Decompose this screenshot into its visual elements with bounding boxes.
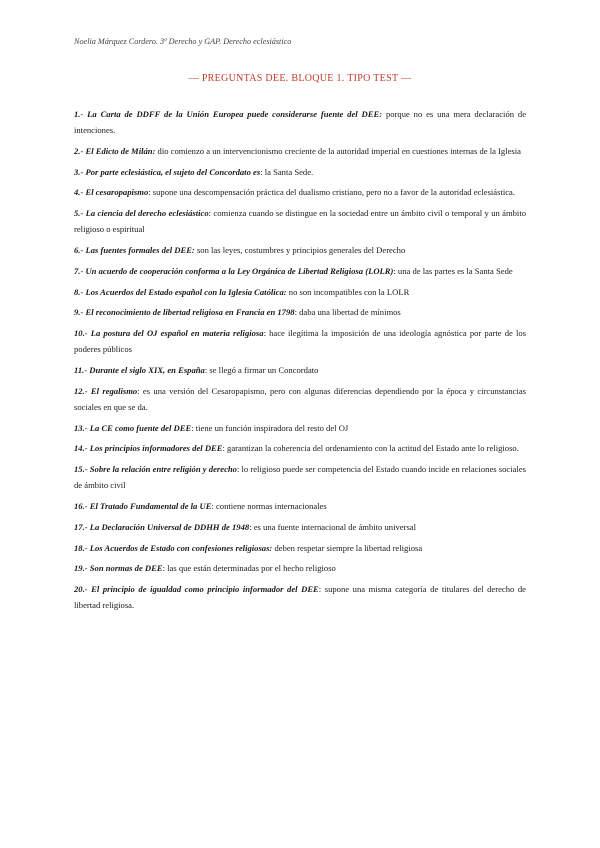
question-answer: : daba una libertad de mínimos: [294, 307, 401, 318]
question-item: [74, 560, 526, 576]
question-answer: : lo religioso puede ser competencia del Estado cuando incide en relaciones sociales de ámbito civil: [74, 464, 526, 491]
question-answer: : tiene un función inspiradora del resto del OJ: [191, 422, 349, 433]
question-item: [74, 284, 526, 300]
question-item: [74, 498, 526, 514]
question-answer: : las que están determinadas por el hecho religioso: [162, 563, 336, 574]
question-item: [74, 540, 526, 556]
question-answer: : supone una descompensación práctica del dualismo cristiano, pero no a favor de la autoridad eclesiástica.: [148, 187, 516, 198]
question-answer: dio comienzo a un intervencionismo creciente de la autoridad imperial en cuestiones internas de la Iglesia: [155, 145, 521, 156]
question-lead: 16.- El Tratado Fundamental de la UE: [74, 500, 212, 511]
question-lead: 20.- El principio de igualdad como principio informador del DEE: [74, 584, 319, 595]
question-answer: : comienza cuando se distingue en la sociedad entre un ámbito civil o temporal y un ámbito religioso o espiritual: [74, 208, 527, 235]
question-list: [74, 106, 526, 618]
question-lead: 5.- La ciencia del derecho eclesiástico: [74, 208, 209, 219]
question-item: [74, 184, 526, 200]
question-item: [74, 383, 526, 415]
question-item: [74, 263, 526, 279]
question-answer: deben respetar siempre la libertad religiosa: [272, 542, 423, 553]
question-lead: 8.- Los Acuerdos del Estado español con la Iglesia Católica:: [74, 286, 287, 297]
question-answer: : supone una misma categoría de titulares del derecho de libertad religiosa.: [74, 584, 526, 611]
question-answer: : hace ilegítima la imposición de una ideología agnóstica por parte de los poderes públicos: [74, 328, 527, 355]
question-item: [74, 242, 526, 258]
question-answer: son las leyes, costumbres y principios generales del Derecho: [194, 244, 406, 255]
question-item: [74, 461, 526, 493]
question-answer: : una de las partes es la Santa Sede: [393, 265, 513, 276]
question-lead: 14.- Los principios informadores del DEE: [74, 443, 223, 454]
question-lead: 13.- La CE como fuente del DEE: [74, 422, 192, 433]
question-lead: 9.- El reconocimiento de libertad religiosa en Francia en 1798: [74, 307, 295, 318]
question-item: [74, 362, 526, 378]
question-item: [74, 205, 526, 237]
question-lead: 18.- Los Acuerdos de Estado con confesiones religiosas:: [74, 542, 273, 553]
question-lead: 17.- La Declaración Universal de DDHH de 1948: [74, 521, 250, 532]
question-lead: 1.- La Carta de DDFF de la Unión Europea puede considerarse fuente del DEE:: [74, 109, 383, 119]
question-lead: 15.- Sobre la relación entre religión y derecho: [74, 464, 237, 475]
question-answer: : es una fuente internacional de ámbito universal: [249, 521, 417, 532]
question-answer: : garantizan la coherencia del ordenamiento con la actitud del Estado ante lo religioso.: [222, 443, 519, 454]
question-lead: 11.- Durante el siglo XIX, en España: [74, 364, 205, 375]
question-lead: 10.- La postura del OJ español en materia religiosa: [74, 328, 264, 339]
question-item: [74, 106, 526, 138]
question-lead: 19.- Son normas de DEE: [74, 563, 163, 574]
question-lead: 6.- Las fuentes formales del DEE:: [74, 244, 195, 255]
question-item: [74, 581, 526, 613]
question-lead: 3.- Por parte eclesiástica, el sujeto del Concordato es: [74, 166, 261, 177]
question-item: [74, 143, 526, 159]
question-item: [74, 519, 526, 535]
question-item: [74, 325, 526, 357]
question-lead: 7.- Un acuerdo de cooperación conforma a la Ley Orgánica de Libertad Religiosa (LOLR): [74, 265, 394, 276]
question-item: [74, 304, 526, 320]
question-item: [74, 164, 526, 180]
page-header: Noelia Márquez Cordero. 3º Derecho y GAP. Derecho eclesiástico: [74, 37, 292, 46]
question-answer: no son incompatibles con la LOLR: [286, 286, 410, 297]
question-answer: : se llegó a firmar un Concordato: [204, 364, 319, 375]
question-item: [74, 440, 526, 456]
document-title: — PREGUNTAS DEE. BLOQUE 1. TIPO TEST —: [188, 73, 412, 84]
question-answer: porque no es una mera declaración de intenciones.: [74, 109, 527, 135]
question-answer: : es una versión del Cesaropapismo, pero con algunas diferencias dependiendo por la época y circunstancias sociales en que se da.: [74, 385, 527, 412]
question-item: [74, 420, 526, 436]
question-lead: 2.- El Edicto de Milán:: [74, 145, 156, 156]
question-answer: : la Santa Sede.: [260, 166, 314, 177]
question-answer: : contiene normas internacionales: [211, 500, 327, 511]
question-lead: 4.- El cesaropapismo: [74, 187, 149, 198]
question-lead: 12.- El regalismo: [74, 385, 138, 396]
